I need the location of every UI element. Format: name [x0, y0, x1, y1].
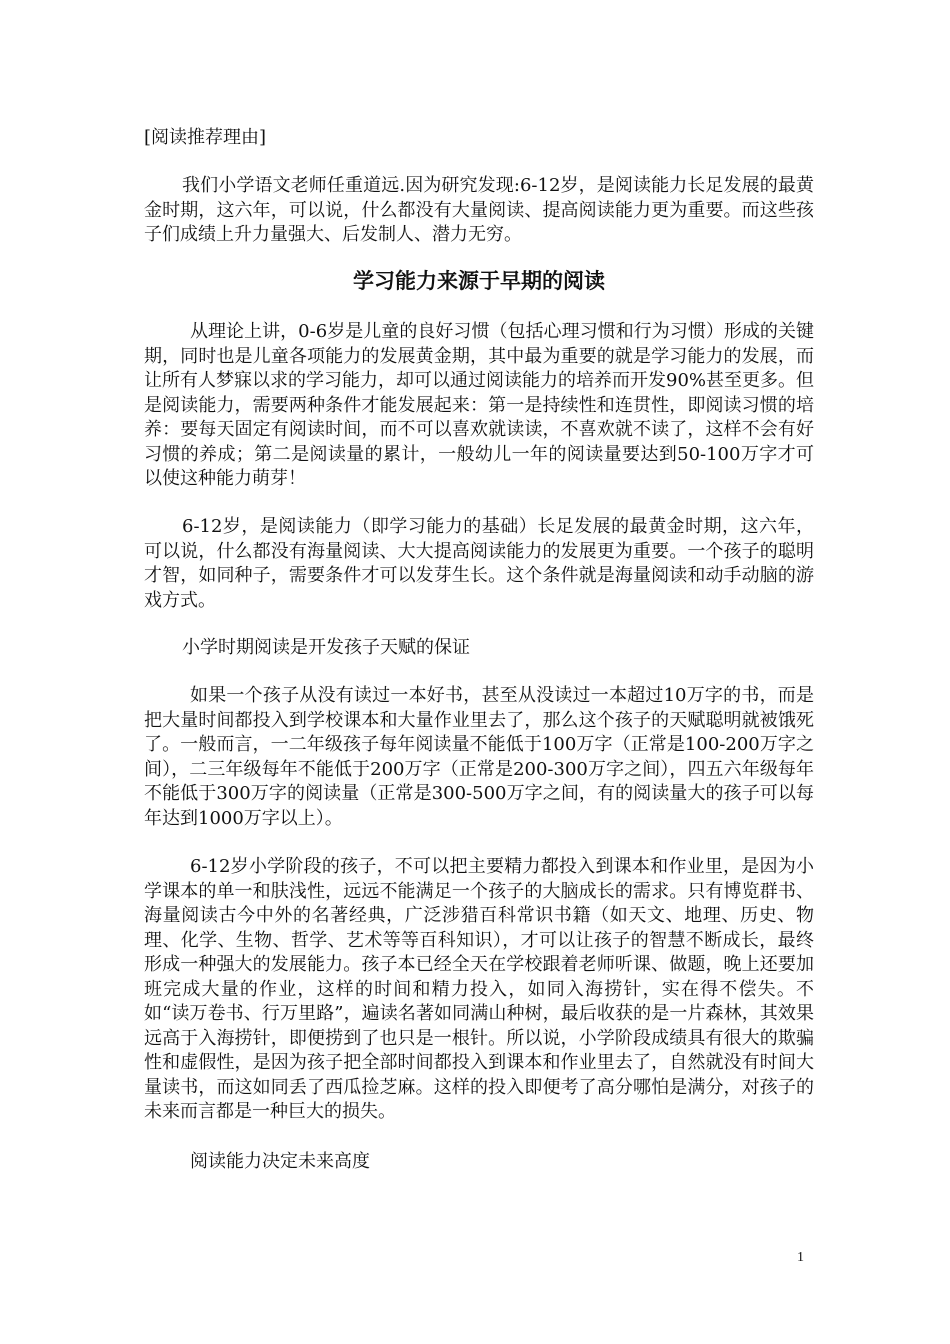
article-title: 学习能力来源于早期的阅读 — [353, 269, 605, 293]
body-paragraph: 6-12岁小学阶段的孩子，不可以把主要精力都投入到课本和作业里，是因为小学课本的单一和肤浅性，远远不能满足一个孩子的大脑成长的需求。只有博览群书、海量阅读古今中外的名著经典，广泛涉猎百科常识书籍（如天文、地理、历史、物理、化学、生物、哲学、艺术等等百科知识），才可以让孩子的智慧不断成长，最终形成一种强大的发展能力。孩子本已经全天在学校跟着老师听课、做题，晚上还要加班完成大量的作业，这样的时间和精力投入，如同入海捞针，实在得不偿失。不如“读万卷书、行万里路”，遍读名著如同满山种树，最后收获的是一片森林，其效果远高于入海捞针，即便捞到了也只是一根针。所以说，小学阶段成绩具有很大的欺骗性和虚假性，是因为孩子把全部时间都投入到课本和作业里去了，自然就没有时间大量读书，而这如同丢了西瓜捡芝麻。这样的投入即便考了高分哪怕是满分，对孩子的未来而言都是一种巨大的损失。 — [144, 856, 814, 1122]
section-tag: [阅读推荐理由] — [144, 127, 267, 148]
body-paragraph: 6-12岁，是阅读能力（即学习能力的基础）长足发展的最黄金时期，这六年，可以说，什么都没有海量阅读、大大提高阅读能力的发展更为重要。一个孩子的聪明才智，如同种子，需要条件才可以发芽生长。这个条件就是海量阅读和动手动脑的游戏方式。 — [144, 516, 814, 611]
intro-paragraph: 我们小学语文老师任重道远.因为研究发现:6-12岁，是阅读能力长足发展的最黄金时期，这六年，可以说，什么都没有大量阅读、提高阅读能力更为重要。而这些孩子们成绩上升力量强大、后发制人、潜力无穷。 — [144, 175, 814, 245]
subheading: 阅读能力决定未来高度 — [190, 1151, 370, 1172]
subheading: 小学时期阅读是开发孩子天赋的保证 — [182, 637, 470, 658]
page-number: 1 — [797, 1250, 804, 1265]
body-paragraph: 从理论上讲，0-6岁是儿童的良好习惯（包括心理习惯和行为习惯）形成的关键期，同时也是儿童各项能力的发展黄金期，其中最为重要的就是学习能力的发展，而让所有人梦寐以求的学习能力，却可以通过阅读能力的培养而开发90%甚至更多。但是阅读能力，需要两种条件才能发展起来：第一是持续性和连贯性，即阅读习惯的培养：要每天固定有阅读时间，而不可以喜欢就读读，不喜欢就不读了，这样不会有好习惯的养成；第二是阅读量的累计，一般幼儿一年的阅读量要达到50-100万字才可以使这种能力萌芽！ — [144, 321, 815, 489]
body-paragraph: 如果一个孩子从没有读过一本好书，甚至从没读过一本超过10万字的书，而是把大量时间都投入到学校课本和大量作业里去了，那么这个孩子的天赋聪明就被饿死了。一般而言，一二年级孩子每年阅读量不能低于100万字（正常是100-200万字之间），二三年级每年不能低于200万字（正常是200-300万字之间），四五六年级每年不能低于300万字的阅读量（正常是300-500万字之间，有的阅读量大的孩子可以每年达到1000万字以上）。 — [144, 685, 814, 829]
